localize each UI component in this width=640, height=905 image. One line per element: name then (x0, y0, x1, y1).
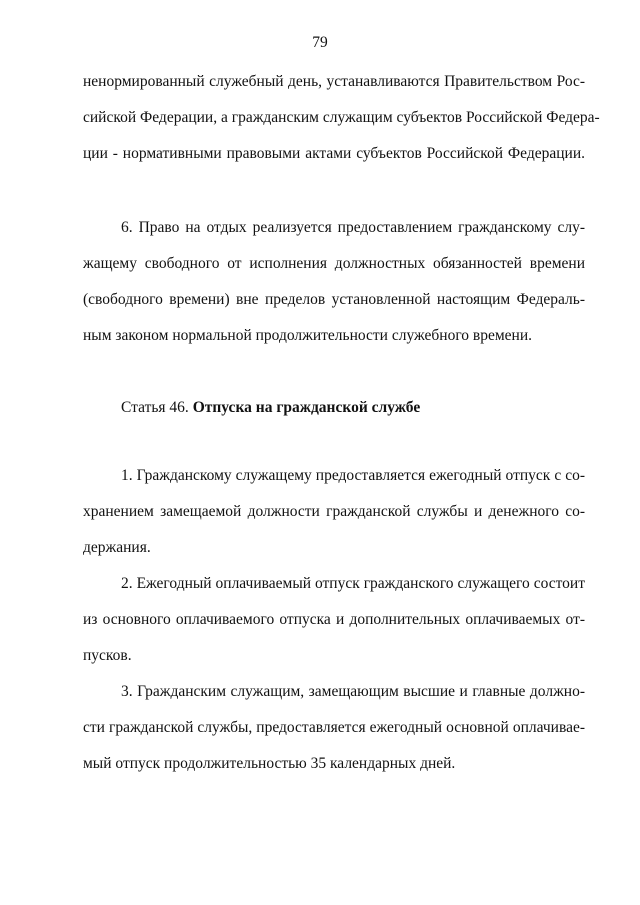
text-line: 6. Право на отдых реализуется предоставлением гражданскому слу- (121, 219, 585, 236)
text-line: жащему свободного от исполнения должностных обязанностей времени (83, 255, 585, 272)
text-line: 1. Гражданскому служащему предоставляется ежегодный отпуск с со- (121, 467, 585, 484)
article-number: Статья 46. (121, 399, 193, 416)
article-title: Отпуска на гражданской службе (192, 399, 421, 416)
text-line: держания. (83, 539, 151, 556)
text-line: (свободного времени) вне пределов установленной настоящим Федераль- (83, 291, 585, 308)
text-line: сти гражданской службы, предоставляется ежегодный основной оплачивае- (83, 719, 585, 736)
text-line: хранением замещаемой должности гражданской службы и денежного со- (83, 503, 585, 520)
text-line: ным законом нормальной продолжительности служебного времени. (83, 327, 533, 344)
text-line: ции - нормативными правовыми актами субъектов Российской Федерации. (83, 145, 585, 162)
text-line: из основного оплачиваемого отпуска и дополнительных оплачиваемых от- (83, 611, 585, 628)
text-line: сийской Федерации, а гражданским служащим субъектов Российской Федера- (83, 109, 600, 126)
text-line: 2. Ежегодный оплачиваемый отпуск гражданского служащего состоит (121, 575, 585, 592)
text-line: пусков. (83, 647, 132, 664)
text-line: мый отпуск продолжительностью 35 календарных дней. (83, 755, 456, 772)
page-number: 79 (312, 34, 328, 51)
text-line: 3. Гражданским служащим, замещающим высшие и главные должно- (121, 683, 585, 700)
article-heading (121, 399, 420, 417)
text-line: ненормированный служебный день, устанавливаются Правительством Рос- (83, 73, 585, 90)
